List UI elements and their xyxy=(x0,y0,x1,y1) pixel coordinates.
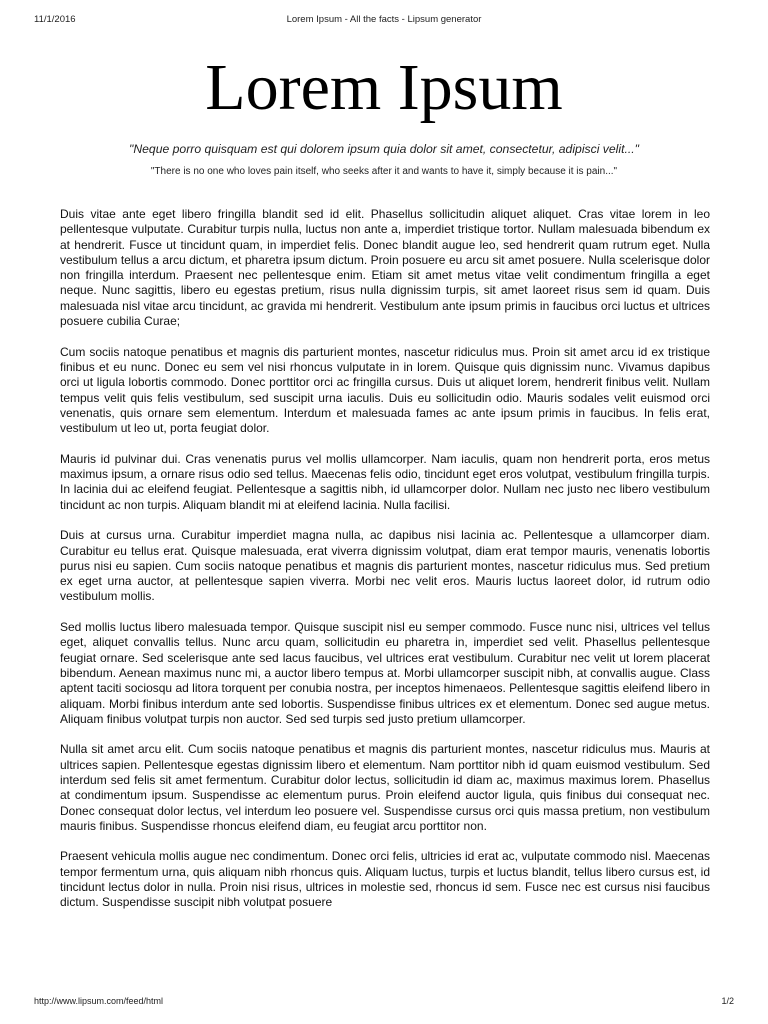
print-document-title: Lorem Ipsum - All the facts - Lipsum generator xyxy=(286,14,482,25)
print-footer xyxy=(34,996,734,1008)
print-header xyxy=(34,14,734,28)
page-title: Lorem Ipsum xyxy=(205,51,563,124)
print-url: http://www.lipsum.com/feed/html xyxy=(34,996,164,1006)
latin-quote: "Neque porro quisquam est qui dolorem ipsum quia dolor sit amet, consectetur, adipisci velit..." xyxy=(129,142,639,156)
paragraph: Nulla sit amet arcu elit. Cum sociis natoque penatibus et magnis dis parturient montes, nascetur ridiculus mus. Mauris at ultrices sapien. Pellentesque egestas dignissim libero et elementum. Nam porttitor nibh id quam euismod vestibulum. Sed interdum sed felis sit amet fermentum. Curabitur dolor lectus, sollicitudin id diam ac, maximus maximus lorem. Phasellus at condimentum ipsum. Suspendisse ac elementum purus. Proin eleifend auctor ligula, quis finibus dui consequat nec. Donec consequat dolor lectus, vel interdum leo posuere vel. Suspendisse cursus orci quis massa pretium, non vestibulum mauris finibus. Suspendisse rhoncus eleifend diam, eu feugiat arcu porttitor non. xyxy=(60,742,710,833)
paragraph: Praesent vehicula mollis augue nec condimentum. Donec orci felis, ultricies id erat ac, vulputate commodo nisl. Maecenas tempor fermentum urna, quis aliquam nibh rhoncus quis. Aliquam luctus, turpis et luctus blandit, tellus libero cursus est, id tincidunt lectus dolor in nulla. Proin nisi risus, ultrices in molestie sed, rhoncus id sem. Fusce nec est cursus nisi faucibus dictum. Suspendisse suscipit nibh volutpat posuere xyxy=(60,849,710,910)
print-date: 11/1/2016 xyxy=(34,14,76,25)
paragraph: Cum sociis natoque penatibus et magnis dis parturient montes, nascetur ridiculus mus. Proin sit amet arcu id ex tristique finibus et eu nunc. Donec eu sem vel nisi rhoncus vulputate in in lorem. Quisque quis dignissim nunc. Vivamus dapibus orci ut ligula lobortis commodo. Donec porttitor orci ac fringilla cursus. Duis ut aliquet lorem, hendrerit finibus velit. Nullam tempus velit quis felis vestibulum, sed suscipit urna iaculis. Duis eu sollicitudin odio. Mauris sodales velit euismod orci venenatis, quis ornare sem elementum. Interdum et malesuada fames ac ante ipsum primis in faucibus. In felis erat, vestibulum ut leo ut, porta feugiat dolor. xyxy=(60,344,710,436)
paragraph: Mauris id pulvinar dui. Cras venenatis purus vel mollis ullamcorper. Nam iaculis, quam non hendrerit porta, eros metus maximus ipsum, a ornare risus odio sed tellus. Maecenas felis odio, tincidunt eget eros volutpat, vestibulum fringilla turpis. In lacinia dui ac eleifend feugiat. Pellentesque a sagittis nibh, id ullamcorper dolor. Nullam nec justo nec libero vestibulum tincidunt ac non turpis. Aliquam blandit mi at eleifend lacinia. Nulla facilisi. xyxy=(60,451,710,512)
paragraph: Sed mollis luctus libero malesuada tempor. Quisque suscipit nisl eu semper commodo. Fusce nunc nisi, ultrices vel tellus eget, aliquet convallis tellus. Nunc arcu quam, sollicitudin eu pharetra in, imperdiet sed velit. Phasellus pellentesque feugiat ornare. Sed scelerisque ante sed lacus faucibus, vel ultrices erat vestibulum. Curabitur nec velit ut lorem placerat bibendum. Aenean maximus nunc mi, a auctor libero tempus at. Morbi ullamcorper suscipit nibh, at convallis augue. Class aptent taciti sociosqu ad litora torquent per conubia nostra, per inceptos himenaeos. Pellentesque sagittis eleifend libero in aliquam. Morbi finibus interdum ante sed lobortis. Suspendisse finibus ultrices ex et elementum. Donec sed augue metus. Aliquam finibus volutpat turpis non auctor. Sed sed turpis sed justo pretium ullamcorper. xyxy=(60,620,710,726)
english-quote: "There is no one who loves pain itself, who seeks after it and wants to have it, simply because it is pain..." xyxy=(150,166,618,177)
paragraph: Duis at cursus urna. Curabitur imperdiet magna nulla, ac dapibus nisi lacinia ac. Pellentesque a ullamcorper diam. Curabitur eu tellus erat. Quisque malesuada, erat viverra dignissim volutpat, diam erat tempor mauris, venenatis lobortis purus nisi eu sapien. Cum sociis natoque penatibus et magnis dis parturient montes, nascetur ridiculus mus. Sed pretium ex eget urna auctor, at pellentesque sapien viverra. Morbi nec velit eros. Mauris luctus laoreet dolor, id rutrum odio vestibulum mollis. xyxy=(60,528,710,604)
lorem-ipsum-content xyxy=(60,207,710,981)
page-number: 1/2 xyxy=(721,996,734,1006)
paragraph: Duis vitae ante eget libero fringilla blandit sed id elit. Phasellus sollicitudin aliquet aliquet. Cras vitae lorem in leo pellentesque vulputate. Curabitur turpis nulla, luctus non ante a, imperdiet tristique tortor. Nullam malesuada bibendum ex at hendrerit. Fusce ut tincidunt quam, in imperdiet felis. Donec blandit augue leo, sed hendrerit quam rutrum eget. Nulla vestibulum tellus a arcu dictum, et pharetra ipsum dictum. Proin posuere eu arcu sit amet posuere. Nulla scelerisque dolor non fringilla interdum. Praesent nec pellentesque enim. Etiam sit amet metus vitae velit condimentum fringilla a eget neque. Nunc sagittis, libero eu egestas pretium, risus nulla dignissim turpis, sit amet laoreet risus sem id quam. Duis malesuada nisl vitae arcu tincidunt, ac gravida mi hendrerit. Vestibulum ante ipsum primis in faucibus orci luctus et ultrices posuere cubilia Curae; xyxy=(60,207,710,329)
